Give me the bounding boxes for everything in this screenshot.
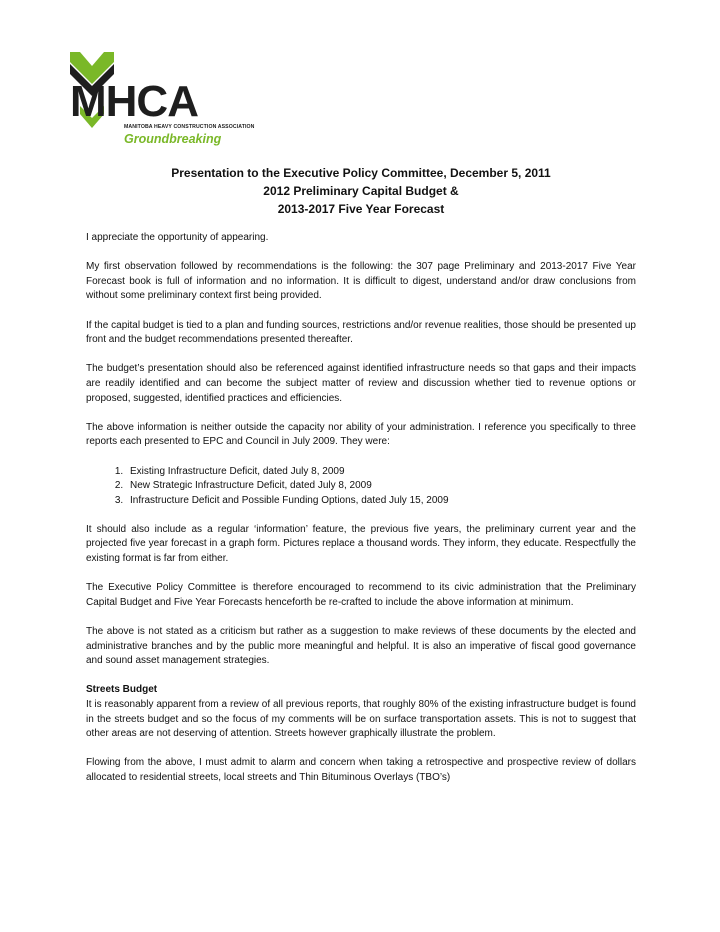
paragraph-first-observation: My first observation followed by recommendations is the following: the 307 page Preliminary and 2013-2017 Five Year Forecast book is full of information and no information. It is difficult to digest, understand and/or draw conclusions from without some preliminary context first being provided. [86, 261, 636, 302]
paragraph-suggestion: The above is not stated as a criticism but rather as a suggestion to make reviews of these documents by the elected and administrative branches and by the public more meaningful and helpful. It is also an imperative of fiscal good governance and sound asset management strategies. [86, 626, 636, 667]
paragraph-three-reports: The above information is neither outside the capacity nor ability of your administration. I reference you specifically to three reports each presented to EPC and Council in July 2009. They were: [86, 421, 636, 448]
paragraph-graph-form: It should also include as a regular ‘information’ feature, the previous five years, the preliminary current year and the projected five year forecast in a graph form. Pictures replace a thousand words. They inform, they educate. Respectfully the existing format is far from either. [86, 523, 636, 565]
title-line-2: 2012 Preliminary Capital Budget & [263, 184, 459, 198]
reports-list [86, 465, 636, 509]
document-title [86, 164, 636, 218]
paragraph-capital-budget-plan: If the capital budget is tied to a plan and funding sources, restrictions and/or revenue realities, those should be presented up front and the budget recommendations presented thereafter. [86, 319, 636, 346]
paragraph-opening: I appreciate the opportunity of appearing. [86, 232, 269, 243]
list-item: 1. Existing Infrastructure Deficit, dated July 8, 2009 [126, 465, 636, 480]
logo-wordmark: MHCA [70, 77, 198, 126]
logo-tagline: Groundbreaking [124, 132, 222, 146]
paragraph-alarm-concern: Flowing from the above, I must admit to alarm and concern when taking a retrospective and prospective review of dollars allocated to residential streets, local streets and Thin Bituminous Overlays (TBO’s) [86, 757, 636, 783]
mhca-logo [66, 48, 262, 152]
title-line-3: 2013-2017 Five Year Forecast [277, 202, 445, 216]
document-body [86, 231, 636, 800]
section-heading-streets-budget: Streets Budget [86, 684, 158, 696]
title-line-1: Presentation to the Executive Policy Committee, December 5, 2011 [171, 166, 551, 180]
paragraph-epc-recommendation: The Executive Policy Committee is therefore encouraged to recommend to its civic administration that the Preliminary Capital Budget and Five Year Forecasts henceforth be re-crafted to include the above information at minimum. [86, 582, 636, 608]
paragraph-streets-budget: It is reasonably apparent from a review of all previous reports, that roughly 80% of the existing infrastructure budget is found in the streets budget and so the focus of my comments will be on surface transportation assets. This is not to suggest that other areas are not deserving of attention. Streets however graphically illustrate the problem. [86, 699, 636, 740]
list-item: 3. Infrastructure Deficit and Possible Funding Options, dated July 15, 2009 [126, 494, 636, 509]
paragraph-infrastructure-needs: The budget’s presentation should also be referenced against identified infrastructure needs so that gaps and their impacts are readily identified and can become the subject matter of review and discussion whether tied to revenue options or proposed, suggested, identified practices and efficiencies. [86, 363, 636, 404]
list-item: 2. New Strategic Infrastructure Deficit, dated July 8, 2009 [126, 479, 636, 494]
logo-organization: MANITOBA HEAVY CONSTRUCTION ASSOCIATION [124, 124, 255, 130]
